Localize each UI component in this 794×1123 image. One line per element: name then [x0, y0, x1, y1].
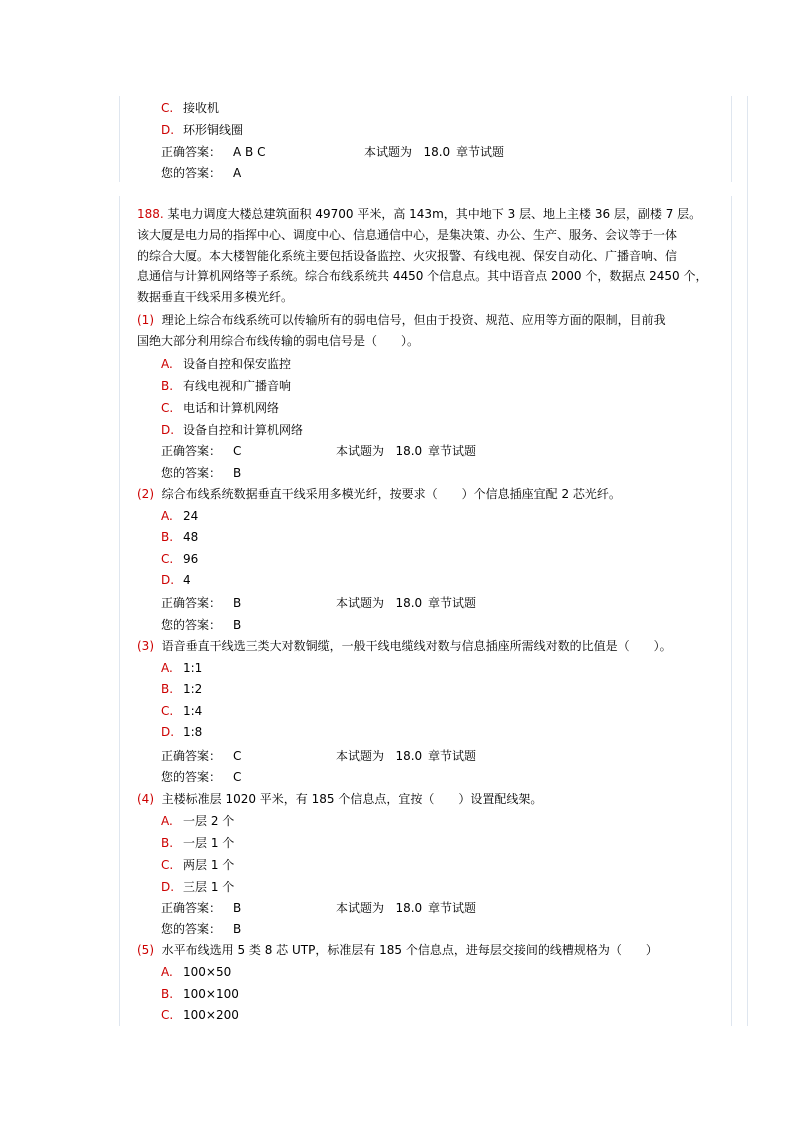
your-answer-row: 您的答案： B: [161, 922, 242, 936]
option-c: C. 两层 1 个: [161, 858, 235, 872]
frame-right-border: [731, 96, 732, 182]
option-b: B. 1:2: [161, 682, 203, 696]
correct-answer-row: 正确答案： C 本试题为 18.0 章节试题: [161, 749, 477, 763]
option-d: D. 环形铜线圈: [161, 123, 244, 137]
score-text: 本试题为 18.0: [336, 749, 423, 763]
your-answer-row: 您的答案： B: [161, 466, 242, 480]
score-text: 本试题为 18.0: [336, 596, 423, 610]
correct-answer-row: 正确答案： B 本试题为 18.0 章节试题: [161, 596, 477, 610]
option-c: C. 1:4: [161, 704, 203, 718]
score-text: 本试题为 18.0: [336, 444, 423, 458]
option-c: C. 96: [161, 552, 199, 566]
option-d: D. 4: [161, 573, 191, 587]
sub-question-3: (3) 语音垂直干线选三类大对数铜缆，一般干线电缆线对数与信息插座所需线对数的比值是（ ）。: [137, 639, 672, 653]
frame-left-border: [119, 96, 120, 182]
sub-question-1: (1) 理论上综合布线系统可以传输所有的弱电信号，但由于投资、规范、应用等方面的限制，目前我 国绝大部分利用综合布线传输的弱电信号是（ ）。: [137, 313, 666, 348]
option-d: D. 三层 1 个: [161, 880, 235, 894]
option-a: A. 1:1: [161, 661, 203, 675]
question-number: 188.: [137, 207, 164, 221]
option-b: B. 100×100: [161, 987, 239, 1001]
frame-outer-right-border: [747, 96, 748, 1026]
score-text: 本试题为 18.0: [364, 145, 451, 159]
sub-question-5: (5) 水平布线选用 5 类 8 芯 UTP，标准层有 185 个信息点，进每层交接间的线槽规格为（ ）: [137, 943, 658, 957]
your-answer-row: 您的答案： A: [161, 166, 242, 180]
option-a: A. 100×50: [161, 965, 232, 979]
option-a: A. 24: [161, 509, 199, 523]
correct-answer-row: 正确答案： C 本试题为 18.0 章节试题: [161, 444, 477, 458]
option-b: B. 48: [161, 530, 199, 544]
correct-answer-row: 正确答案： A B C 本试题为 18.0 章节试题: [161, 145, 505, 159]
frame-left-border: [119, 196, 120, 1026]
correct-answer-row: 正确答案： B 本试题为 18.0 章节试题: [161, 901, 477, 915]
option-b: B. 一层 1 个: [161, 836, 235, 850]
your-answer-row: 您的答案： B: [161, 618, 242, 632]
option-b: B. 有线电视和广播音响: [161, 379, 292, 393]
option-a: A. 设备自控和保安监控: [161, 357, 292, 371]
option-c: C. 接收机: [161, 101, 220, 115]
score-text: 本试题为 18.0: [336, 901, 423, 915]
option-d: D. 设备自控和计算机网络: [161, 423, 304, 437]
option-d: D. 1:8: [161, 725, 203, 739]
option-c: C. 100×200: [161, 1008, 239, 1022]
sub-question-4: (4) 主楼标准层 1020 平米，有 185 个信息点，宜按（ ）设置配线架。: [137, 792, 543, 806]
your-answer-row: 您的答案： C: [161, 770, 242, 784]
option-c: C. 电话和计算机网络: [161, 401, 280, 415]
question-188-stem: 188. 某电力调度大楼总建筑面积 49700 平米，高 143m，其中地下 3 层、地上主楼 36 层，副楼 7 层。 该大厦是电力局的指挥中心、调度中心、信息通信中心，是集决策、办公、生产、服务、会议等于一体 的综合大厦。本大楼智能化系统主要包括设备监控、火灾报警、有线电视、保安自动化、广播音响、信 息通信与计算机网络等子系统。综合布线系统共 4450 个信息点。其中语音点 2000 个，数据点 2450 个， 数据垂直干线采用多模光纤。: [137, 207, 708, 305]
sub-question-2: (2) 综合布线系统数据垂直干线采用多模光纤，按要求（ ）个信息插座宜配 2 芯光纤。: [137, 487, 621, 501]
option-a: A. 一层 2 个: [161, 814, 235, 828]
